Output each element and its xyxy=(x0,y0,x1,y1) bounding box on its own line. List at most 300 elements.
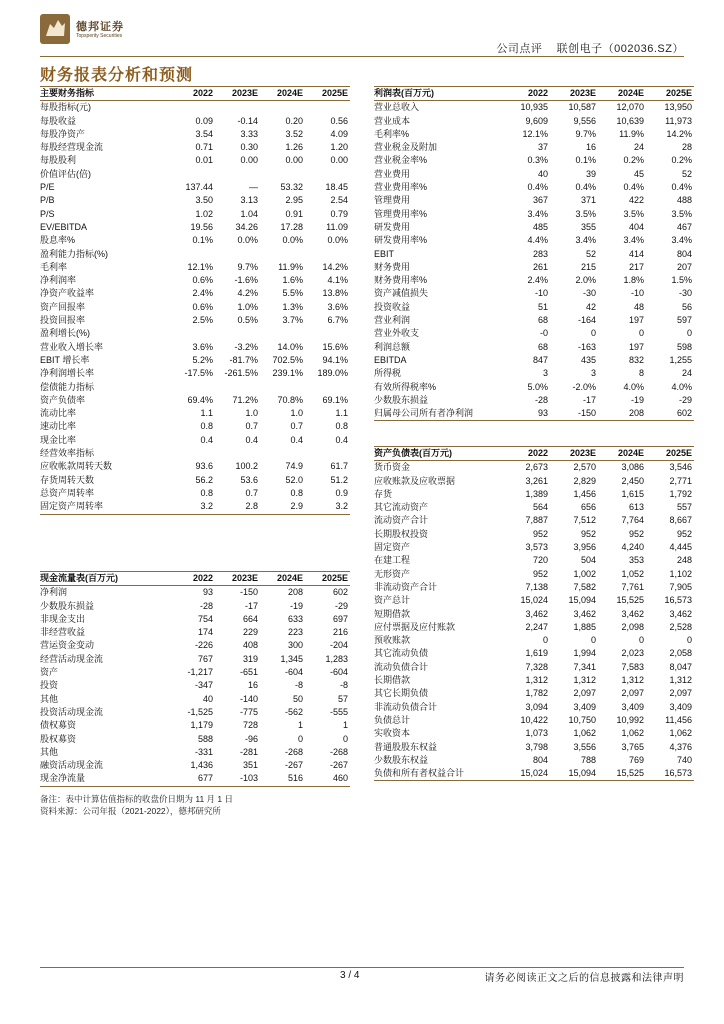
company-ticker: 联创电子（002036.SZ） xyxy=(556,43,684,55)
cell-value: 3.5% xyxy=(623,208,644,219)
row-label: 流动资产合计 xyxy=(374,515,429,526)
cell-value: 100.2 xyxy=(235,461,258,472)
row-label: 速动比率 xyxy=(40,421,77,432)
row-label: 资产 xyxy=(40,667,59,678)
cell-value: 40 xyxy=(202,693,213,704)
table-row xyxy=(374,287,694,300)
row-label: 非流动负债合计 xyxy=(374,701,438,712)
cell-value: 804 xyxy=(532,754,548,765)
cell-value: 1.1 xyxy=(200,408,213,419)
cell-value xyxy=(170,101,215,115)
cell-value xyxy=(170,381,215,394)
cell-value: 952 xyxy=(532,568,548,579)
cell-value: 0 xyxy=(342,733,348,744)
row-label: 净利润 xyxy=(40,587,68,598)
cell-value: 15,024 xyxy=(502,767,550,781)
cell-value: 2.4% xyxy=(192,288,213,299)
cell-value: -30 xyxy=(678,288,692,299)
cell-value xyxy=(170,327,215,340)
cell-value: 37 xyxy=(537,142,548,153)
cell-value: 15,525 xyxy=(616,595,644,606)
cell-value: 11,456 xyxy=(665,714,692,725)
cell-value: 1,062 xyxy=(573,728,596,739)
income-statement-table xyxy=(374,86,694,421)
cell-value: 2,098 xyxy=(621,621,644,632)
row-label: 盈利能力指标(%) xyxy=(40,248,108,259)
cell-value: 0 xyxy=(686,328,692,339)
cell-value: 14.2% xyxy=(666,128,692,139)
cell-value xyxy=(170,248,215,261)
row-label: 营业成本 xyxy=(374,115,411,126)
cell-value: -164 xyxy=(577,315,596,326)
cell-value: 0 xyxy=(638,635,644,646)
cell-value: 1,885 xyxy=(573,621,596,632)
cell-value: 0.09 xyxy=(195,115,213,126)
cell-value: 13,950 xyxy=(664,102,692,113)
row-label: 净利润率 xyxy=(40,275,77,286)
cell-value: 720 xyxy=(532,555,548,566)
cell-value: 3,409 xyxy=(573,701,596,712)
cell-value: 351 xyxy=(242,760,258,771)
table-row xyxy=(40,128,350,141)
cell-value: 0.0% xyxy=(237,235,258,246)
cell-value: 217 xyxy=(628,261,644,272)
cell-value: 57 xyxy=(337,693,348,704)
cell-value: -0.14 xyxy=(237,115,258,126)
table-row xyxy=(40,639,350,652)
cell-value: -163 xyxy=(577,341,596,352)
cell-value: 1.02 xyxy=(195,208,213,219)
table-row xyxy=(374,314,694,327)
row-label: P/B xyxy=(40,195,55,206)
cell-value: 0.8 xyxy=(335,421,348,432)
row-label: 营业外收支 xyxy=(374,328,420,339)
cell-value: 34.26 xyxy=(235,221,258,232)
table-row xyxy=(40,772,350,786)
cell-value: 7,138 xyxy=(525,581,548,592)
cell-value xyxy=(170,168,215,181)
cell-value: 9.7% xyxy=(575,128,596,139)
cell-value: -8 xyxy=(294,680,303,691)
row-label: 现金比率 xyxy=(40,434,77,445)
cell-value xyxy=(305,248,350,261)
cell-value: 0 xyxy=(590,635,596,646)
year-header: 2025E xyxy=(305,87,350,101)
cell-value: 2,570 xyxy=(573,462,596,473)
table-notes xyxy=(40,793,233,817)
cell-value: 656 xyxy=(580,502,596,513)
row-label: 经营效率指标 xyxy=(40,448,95,459)
table-row xyxy=(40,234,350,247)
cell-value: 1,312 xyxy=(669,675,692,686)
cell-value: 0.0% xyxy=(327,235,348,246)
cell-value: 16 xyxy=(585,142,596,153)
cell-value: 1 xyxy=(297,720,303,731)
row-label: 资产负债率 xyxy=(40,394,86,405)
row-label: 研发费用率% xyxy=(374,235,428,246)
row-label: EBITDA xyxy=(374,354,407,365)
table-title: 利润表(百万元) xyxy=(374,87,502,101)
cell-value: 0 xyxy=(590,328,596,339)
cell-value: 208 xyxy=(598,407,646,421)
cell-value: 5.2% xyxy=(192,354,213,365)
cell-value: -10 xyxy=(630,288,644,299)
cell-value: 767 xyxy=(197,653,213,664)
table-row xyxy=(374,101,694,115)
year-header: 2024E xyxy=(260,572,305,586)
table-row xyxy=(374,754,694,767)
year-header: 2025E xyxy=(305,572,350,586)
table-row xyxy=(40,261,350,274)
cell-value: 1 xyxy=(342,720,348,731)
table-row xyxy=(40,354,350,367)
table-header-row xyxy=(374,87,694,101)
table-row xyxy=(374,461,694,475)
cell-value: 588 xyxy=(197,733,213,744)
cell-value: 15,024 xyxy=(520,595,548,606)
cell-value: 319 xyxy=(242,653,258,664)
row-label: 财务费用 xyxy=(374,261,411,272)
cell-value: 15,525 xyxy=(598,767,646,781)
cell-value: 1,456 xyxy=(573,488,596,499)
row-label: 每股指标(元) xyxy=(40,102,91,113)
table-row xyxy=(374,687,694,700)
cell-value: 0.1% xyxy=(192,235,213,246)
table-row xyxy=(40,733,350,746)
table-row xyxy=(374,394,694,407)
table-row xyxy=(374,181,694,194)
cell-value: 1.3% xyxy=(282,301,303,312)
brand-name: 德邦证券 xyxy=(76,21,124,33)
table-row xyxy=(374,514,694,527)
cell-value: 19.56 xyxy=(190,221,213,232)
cell-value: 69.4% xyxy=(187,394,213,405)
cell-value: 1,179 xyxy=(190,720,213,731)
cell-value: 4.0% xyxy=(671,381,692,392)
row-label: 其它长期负债 xyxy=(374,688,429,699)
row-label: 其它流动负债 xyxy=(374,648,429,659)
cell-value: 24 xyxy=(633,142,644,153)
cell-value: 2,450 xyxy=(621,475,644,486)
cell-value: 414 xyxy=(628,248,644,259)
cell-value: 952 xyxy=(580,528,596,539)
cell-value: 71.2% xyxy=(232,394,258,405)
cell-value: 1,389 xyxy=(525,488,548,499)
cell-value: -1.6% xyxy=(234,275,258,286)
cell-value: -775 xyxy=(239,706,258,717)
cell-value xyxy=(260,327,305,340)
table-row xyxy=(40,181,350,194)
cell-value: -19 xyxy=(289,600,303,611)
row-label: 预收账款 xyxy=(374,635,411,646)
row-label: 经营活动现金流 xyxy=(40,653,104,664)
row-label: 其它流动资产 xyxy=(374,502,429,513)
row-label: 固定资产周转率 xyxy=(40,500,170,514)
cell-value: 239.1% xyxy=(272,368,303,379)
legal-disclaimer: 请务必阅读正文之后的信息披露和法律声明 xyxy=(484,973,684,984)
cell-value: 2,528 xyxy=(669,621,692,632)
cell-value: 598 xyxy=(676,341,692,352)
table-row xyxy=(374,234,694,247)
cell-value: 0.01 xyxy=(195,155,213,166)
cell-value: 197 xyxy=(628,315,644,326)
cell-value: 11,973 xyxy=(665,115,692,126)
table-row xyxy=(374,581,694,594)
cell-value: 422 xyxy=(628,195,644,206)
cell-value: 3,956 xyxy=(573,542,596,553)
cell-value: 952 xyxy=(628,528,644,539)
cell-value: 28 xyxy=(681,142,692,153)
cell-value: 24 xyxy=(681,368,692,379)
row-label: 毛利率% xyxy=(374,128,410,139)
table-row xyxy=(40,626,350,639)
row-label: 存货 xyxy=(374,488,393,499)
table-row xyxy=(374,248,694,261)
cell-value: 10,992 xyxy=(616,714,644,725)
cell-value: 229 xyxy=(242,627,258,638)
cell-value: 2,829 xyxy=(573,475,596,486)
cell-value: 832 xyxy=(628,354,644,365)
year-header: 2023E xyxy=(215,572,260,586)
section-title: 财务报表分析和预测 xyxy=(40,67,194,84)
row-label: 每股净资产 xyxy=(40,128,86,139)
cell-value: 0.6% xyxy=(192,301,213,312)
cell-value: 4,240 xyxy=(621,542,644,553)
table-row xyxy=(374,634,694,647)
cell-value: 216 xyxy=(332,627,348,638)
table-row xyxy=(374,741,694,754)
cell-value: 0.91 xyxy=(285,208,303,219)
cell-value: 3,261 xyxy=(525,475,548,486)
table-row xyxy=(374,608,694,621)
cell-value xyxy=(260,101,305,115)
cell-value: 15.6% xyxy=(322,341,348,352)
cell-value: 2.54 xyxy=(330,195,348,206)
row-label: 价值评估(倍) xyxy=(40,168,91,179)
table-row xyxy=(40,154,350,167)
cell-value: -81.7% xyxy=(229,354,258,365)
cell-value: 7,887 xyxy=(525,515,548,526)
cell-value: -651 xyxy=(239,667,258,678)
table-row xyxy=(374,261,694,274)
cell-value xyxy=(170,447,215,460)
cell-value: 1,792 xyxy=(669,488,692,499)
year-header: 2024E xyxy=(598,87,646,101)
table-header-row xyxy=(40,87,350,101)
cell-value: 207 xyxy=(676,261,692,272)
table-row xyxy=(40,487,350,500)
year-header: 2024E xyxy=(260,87,305,101)
cell-value: -3.2% xyxy=(234,341,258,352)
cell-value: 50 xyxy=(292,693,303,704)
table-row xyxy=(40,679,350,692)
cell-value: 516 xyxy=(260,772,305,786)
note-line: 备注：表中计算估值指标的收盘价日期为 11 月 1 日 xyxy=(40,794,233,804)
cell-value: -562 xyxy=(284,706,303,717)
cell-value: 52 xyxy=(585,248,596,259)
cell-value: 2.9 xyxy=(260,500,305,514)
cell-value: 7,341 xyxy=(573,661,596,672)
row-label: 流动比率 xyxy=(40,408,77,419)
year-header: 2022 xyxy=(170,572,215,586)
cell-value: -96 xyxy=(244,733,258,744)
cell-value: 408 xyxy=(242,640,258,651)
cell-value: 4.0% xyxy=(623,381,644,392)
cell-value: 0.4 xyxy=(335,434,348,445)
cell-value: 0.2% xyxy=(623,155,644,166)
cell-value: 68 xyxy=(537,341,548,352)
cell-value: 2.0% xyxy=(575,275,596,286)
table-row xyxy=(40,746,350,759)
cell-value: -268 xyxy=(284,746,303,757)
cell-value: 2,097 xyxy=(621,688,644,699)
cell-value: 70.8% xyxy=(277,394,303,405)
cell-value: 740 xyxy=(676,754,692,765)
row-label: 资产减值损失 xyxy=(374,288,429,299)
cell-value: 3.54 xyxy=(195,128,213,139)
row-label: 投资 xyxy=(40,680,59,691)
table-row xyxy=(374,714,694,727)
cell-value: 283 xyxy=(532,248,548,259)
table-row xyxy=(374,541,694,554)
cell-value: 15,094 xyxy=(550,767,598,781)
bull-logo-icon xyxy=(40,14,70,44)
row-label: EBIT 增长率 xyxy=(40,354,90,365)
table-row xyxy=(40,586,350,600)
row-label: EBIT xyxy=(374,248,395,259)
cell-value: 613 xyxy=(628,502,644,513)
cell-value: 174 xyxy=(197,627,213,638)
cell-value xyxy=(215,168,260,181)
cell-value xyxy=(260,381,305,394)
row-label: 归属母公司所有者净利润 xyxy=(374,407,502,421)
cell-value: 3.2 xyxy=(305,500,350,514)
table-row xyxy=(40,168,350,181)
cell-value: 3.52 xyxy=(285,128,303,139)
row-label: 货币资金 xyxy=(374,462,411,473)
cell-value: -204 xyxy=(329,640,348,651)
cell-value: 1.5% xyxy=(671,275,692,286)
table-row xyxy=(40,719,350,732)
row-label: 非现金支出 xyxy=(40,613,86,624)
cell-value: 9,556 xyxy=(573,115,596,126)
cell-value: 3.2 xyxy=(170,500,215,514)
cell-value: 7,328 xyxy=(525,661,548,672)
cell-value: 564 xyxy=(532,502,548,513)
table-title: 主要财务指标 xyxy=(40,87,170,101)
cell-value: 1.0% xyxy=(237,301,258,312)
cell-value: 39 xyxy=(585,168,596,179)
row-label: 应收帐款周转天数 xyxy=(40,461,113,472)
cell-value: 3,462 xyxy=(525,608,548,619)
cell-value: -1,525 xyxy=(187,706,213,717)
cell-value: 0.8 xyxy=(200,421,213,432)
cell-value: 697 xyxy=(332,613,348,624)
cell-value: 3,094 xyxy=(525,701,548,712)
row-label: 营运资金变动 xyxy=(40,640,95,651)
cell-value: 93 xyxy=(502,407,550,421)
row-label: 管理费用 xyxy=(374,195,411,206)
cell-value: 4.2% xyxy=(237,288,258,299)
cell-value: 10,422 xyxy=(520,714,548,725)
cell-value: 353 xyxy=(628,555,644,566)
cell-value: 847 xyxy=(532,354,548,365)
cell-value: 0.4% xyxy=(575,182,596,193)
cell-value: 1,436 xyxy=(190,760,213,771)
row-label: 净利润增长率 xyxy=(40,368,95,379)
cell-value: 261 xyxy=(532,261,548,272)
cell-value: 137.44 xyxy=(185,182,213,193)
table-row xyxy=(374,594,694,607)
table-row xyxy=(40,221,350,234)
cell-value xyxy=(215,248,260,261)
row-label: 无形资产 xyxy=(374,568,411,579)
cell-value: 14.2% xyxy=(322,261,348,272)
table-row xyxy=(40,666,350,679)
cell-value: 1,782 xyxy=(525,688,548,699)
cell-value xyxy=(215,447,260,460)
row-label: 股息率% xyxy=(40,235,76,246)
cell-value: 2.95 xyxy=(285,195,303,206)
cell-value: 0.4% xyxy=(671,182,692,193)
table-row xyxy=(374,621,694,634)
cell-value: 61.7 xyxy=(330,461,348,472)
cell-value xyxy=(215,381,260,394)
row-label: 债权募资 xyxy=(40,720,77,731)
cell-value: -10 xyxy=(534,288,548,299)
table-row xyxy=(40,759,350,772)
row-label: 在建工程 xyxy=(374,555,411,566)
cell-value: -261.5% xyxy=(224,368,258,379)
cell-value: 355 xyxy=(580,221,596,232)
cell-value: 11.9% xyxy=(278,261,303,272)
cell-value: -226 xyxy=(194,640,213,651)
cell-value: 16,573 xyxy=(664,595,692,606)
cell-value: 53.6 xyxy=(240,474,258,485)
cell-value: 0.2% xyxy=(671,155,692,166)
table-row xyxy=(374,154,694,167)
table-row xyxy=(40,474,350,487)
cell-value xyxy=(305,168,350,181)
cell-value: -29 xyxy=(334,600,348,611)
cell-value: 467 xyxy=(676,221,692,232)
report-header xyxy=(496,40,684,56)
cell-value: 0.8 xyxy=(290,487,303,498)
row-label: 应收账款及应收票据 xyxy=(374,475,456,486)
cell-value: 0.0% xyxy=(282,235,303,246)
cell-value: 40 xyxy=(537,168,548,179)
cell-value: 2.8 xyxy=(215,500,260,514)
table-row xyxy=(374,367,694,380)
cell-value: 1.0 xyxy=(245,408,258,419)
row-label: 盈利增长(%) xyxy=(40,328,90,339)
cell-value: 3.4% xyxy=(527,208,548,219)
cell-value: 248 xyxy=(676,555,692,566)
table-row xyxy=(374,327,694,340)
cell-value: 0.79 xyxy=(330,208,348,219)
cell-value: 16 xyxy=(247,680,258,691)
cell-value: 7,764 xyxy=(621,515,644,526)
cell-value: 0.4 xyxy=(290,434,303,445)
table-title: 现金流量表(百万元) xyxy=(40,572,170,586)
cell-value: 3,556 xyxy=(573,741,596,752)
cell-value: 952 xyxy=(676,528,692,539)
cell-value: 1.8% xyxy=(623,275,644,286)
cell-value xyxy=(305,447,350,460)
table-row xyxy=(40,693,350,706)
table-row xyxy=(40,341,350,354)
cell-value: 602 xyxy=(332,587,348,598)
